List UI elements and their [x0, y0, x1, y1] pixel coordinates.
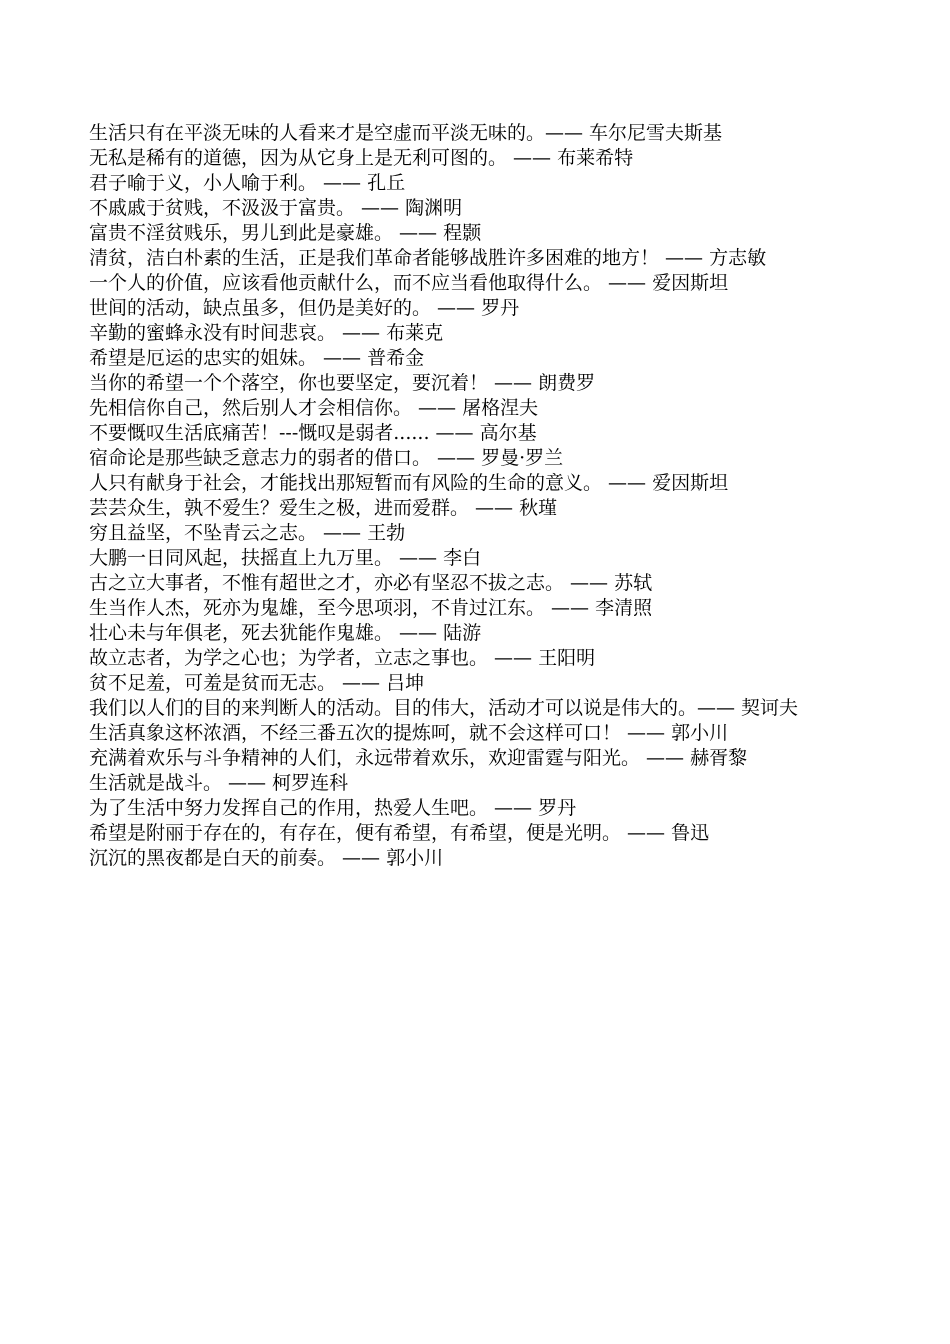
- quote-line: 不要慨叹生活底痛苦！---慨叹是弱者...... —— 高尔基: [89, 422, 537, 444]
- quote-line: 希望是厄运的忠实的姐妹。 —— 普希金: [89, 347, 425, 369]
- quote-line: 古之立大事者，不惟有超世之才，亦必有坚忍不拔之志。 —— 苏轼: [89, 572, 653, 594]
- quote-line: 生活就是战斗。 —— 柯罗连科: [89, 772, 349, 794]
- quote-line: 清贫，洁白朴素的生活，正是我们革命者能够战胜许多困难的地方！ —— 方志敏: [89, 247, 767, 269]
- quote-line: 希望是附丽于存在的，有存在，便有希望，有希望，便是光明。 —— 鲁迅: [89, 822, 710, 844]
- quote-line: 生活只有在平淡无味的人看来才是空虚而平淡无味的。—— 车尔尼雪夫斯基: [89, 122, 723, 144]
- quote-line: 先相信你自己，然后别人才会相信你。 —— 屠格涅夫: [89, 397, 539, 419]
- quote-line: 壮心未与年俱老，死去犹能作鬼雄。 —— 陆游: [89, 622, 482, 644]
- quote-line: 君子喻于义，小人喻于利。 —— 孔丘: [89, 172, 406, 194]
- quote-line: 人只有献身于社会，才能找出那短暂而有风险的生命的意义。 —— 爱因斯坦: [89, 472, 729, 494]
- quote-line: 当你的希望一个个落空，你也要坚定，要沉着！ —— 朗费罗: [89, 372, 596, 394]
- quote-line: 生活真象这杯浓酒，不经三番五次的提炼呵，就不会这样可口！ —— 郭小川: [89, 722, 729, 744]
- quote-line: 生当作人杰，死亦为鬼雄，至今思项羽，不肯过江东。 —— 李清照: [89, 597, 653, 619]
- quote-line: 无私是稀有的道德，因为从它身上是无利可图的。 —— 布莱希特: [89, 147, 634, 169]
- quote-list: [89, 121, 811, 871]
- quote-line: 故立志者，为学之心也；为学者，立志之事也。 —— 王阳明: [89, 647, 596, 669]
- quote-line: 富贵不淫贫贱乐，男儿到此是豪雄。 —— 程颢: [89, 222, 482, 244]
- quote-line: 世间的活动，缺点虽多，但仍是美好的。 —— 罗丹: [89, 297, 520, 319]
- quote-line: 沉沉的黑夜都是白天的前奏。 —— 郭小川: [89, 847, 444, 869]
- quote-line: 辛勤的蜜蜂永没有时间悲哀。 —— 布莱克: [89, 322, 444, 344]
- quote-line: 大鹏一日同风起，扶摇直上九万里。 —— 李白: [89, 547, 482, 569]
- quote-line: 贫不足羞，可羞是贫而无志。 —— 吕坤: [89, 672, 425, 694]
- quote-line: 穷且益坚，不坠青云之志。 —— 王勃: [89, 522, 406, 544]
- quote-line: 我们以人们的目的来判断人的活动。目的伟大，活动才可以说是伟大的。—— 契诃夫: [89, 697, 799, 719]
- quote-line: 不戚戚于贫贱，不汲汲于富贵。 —— 陶渊明: [89, 197, 463, 219]
- quote-line: 宿命论是那些缺乏意志力的弱者的借口。 —— 罗曼·罗兰: [89, 447, 564, 469]
- quote-line: 芸芸众生，孰不爱生？爱生之极，进而爱群。 —— 秋瑾: [89, 497, 558, 519]
- quote-line: 充满着欢乐与斗争精神的人们，永远带着欢乐，欢迎雷霆与阳光。 —— 赫胥黎: [89, 747, 748, 769]
- quote-line: 一个人的价值，应该看他贡献什么，而不应当看他取得什么。 —— 爱因斯坦: [89, 272, 729, 294]
- quote-line: 为了生活中努力发挥自己的作用，热爱人生吧。 —— 罗丹: [89, 797, 577, 819]
